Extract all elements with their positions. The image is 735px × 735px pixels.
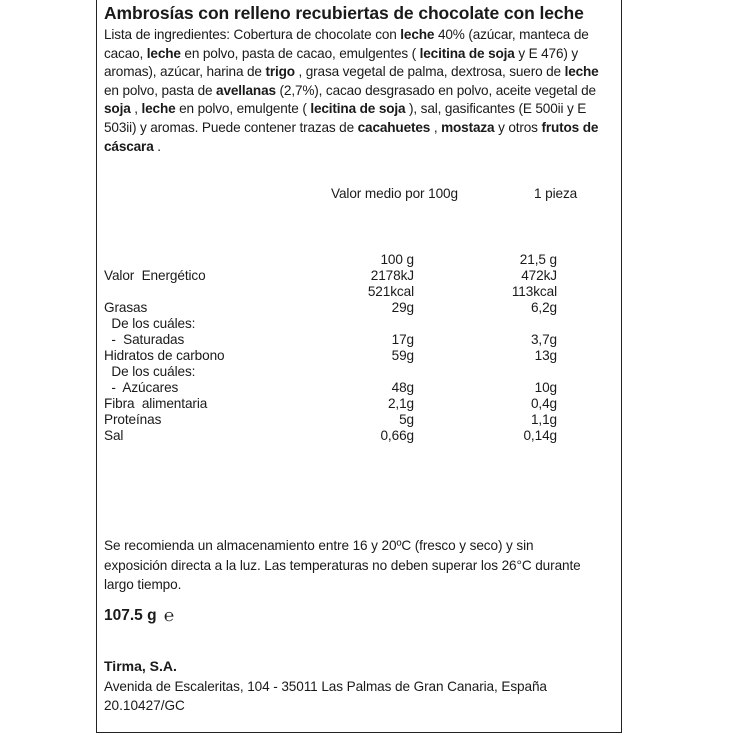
value-per-piece: 13g (534, 348, 557, 363)
allergen-text: frutos de cáscara (104, 119, 599, 154)
company-address: Avenida de Escaleritas, 104 - 35011 Las Palmas de Gran Canaria, España (104, 679, 547, 694)
nutrient-label: - Saturadas (104, 332, 185, 347)
value-per-piece: 0,14g (523, 428, 557, 443)
estimated-sign-icon: ℮ (164, 606, 175, 625)
value-per-piece: 1,1g (530, 412, 557, 427)
registry-code: 20.10427/GC (104, 698, 185, 713)
header-per-piece: 1 pieza (534, 186, 578, 201)
allergen-text: trigo (265, 64, 295, 80)
company-name: Tirma, S.A. (104, 658, 177, 674)
nutrient-label: Sal (104, 428, 124, 443)
nutrient-label: Valor Energético (104, 268, 206, 283)
value-per-piece: 0,4g (530, 396, 557, 411)
nutrient-label: Grasas (104, 300, 148, 315)
ingredients-list (104, 26, 616, 156)
nutrient-label: De los cuáles: (104, 364, 196, 379)
allergen-text: lecitina de soja (419, 45, 515, 61)
nutrient-label: Hidratos de carbono (104, 348, 225, 363)
value-per-100g: 17g (391, 332, 414, 347)
ingredient-text: ), sal, gasificantes (E 500ii y E 503ii) y aromas. Puede contener trazas de (104, 101, 587, 135)
ingredient-text: Lista de ingredientes: Cobertura de chocolate con (104, 27, 401, 42)
value-per-piece: 10g (534, 380, 557, 395)
storage-line: largo tiempo. (104, 577, 182, 592)
value-per-piece: 21,5 g (519, 252, 557, 267)
value-per-piece: 3,7g (530, 332, 557, 347)
value-per-100g: 521kcal (367, 284, 414, 299)
value-per-100g: 0,66g (380, 428, 414, 443)
storage-instructions (104, 536, 619, 595)
nutrient-label: Fibra alimentaria (104, 396, 208, 411)
value-per-100g: 29g (391, 300, 414, 315)
ingredient-text: y E 476) y aromas), azúcar, harina de (104, 45, 579, 80)
allergen-text: soja (104, 101, 131, 117)
ingredient-text: , (430, 119, 442, 135)
ingredient-text: 40% (azúcar, manteca de cacao, (104, 27, 589, 61)
allergen-text: leche (564, 64, 599, 80)
storage-line: exposición directa a la luz. Las temperaturas no deben superar los 26°C durante (104, 557, 581, 573)
allergen-text: mostaza (441, 119, 495, 135)
allergen-text: cacahuetes (357, 119, 431, 135)
nutrient-label: De los cuáles: (104, 316, 196, 331)
ingredient-text: en polvo, pasta de cacao, emulgentes ( (180, 45, 420, 61)
value-per-100g: 5g (399, 412, 414, 427)
value-per-piece: 472kJ (521, 268, 557, 283)
allergen-text: leche (146, 45, 181, 61)
ingredient-text: (2,7%), cacao desgrasado en polvo, aceite vegetal de (275, 82, 596, 98)
allergen-text: lecitina de soja (310, 101, 406, 117)
value-per-piece: 113kcal (511, 284, 557, 299)
nutrient-label: - Azúcares (104, 380, 179, 395)
allergen-text: avellanas (216, 82, 276, 98)
ingredient-text: en polvo, pasta de (104, 82, 217, 98)
nutrient-label: Proteínas (104, 412, 162, 427)
value-per-100g: 100 g (380, 252, 414, 267)
net-weight: 107.5 g (104, 607, 157, 624)
ingredient-text: , (130, 101, 142, 117)
header-per-100g: Valor medio por 100g (331, 186, 458, 201)
storage-line: Se recomienda un almacenamiento entre 16 y 20ºC (fresco y seco) y sin (104, 538, 534, 553)
ingredient-text: en polvo, emulgente ( (175, 101, 311, 117)
value-per-piece: 6,2g (530, 300, 557, 315)
value-per-100g: 48g (391, 380, 414, 395)
allergen-text: leche (141, 101, 176, 117)
allergen-text: leche (400, 27, 435, 42)
value-per-100g: 2178kJ (370, 268, 414, 283)
value-per-100g: 2,1g (387, 396, 414, 411)
value-per-100g: 59g (391, 348, 414, 363)
ingredient-text: y otros (494, 119, 542, 135)
product-title: Ambrosías con relleno recubiertas de chocolate con leche (104, 3, 584, 23)
ingredient-text: , grasa vegetal de palma, dextrosa, suero de (294, 64, 565, 80)
ingredient-text: . (153, 138, 161, 154)
